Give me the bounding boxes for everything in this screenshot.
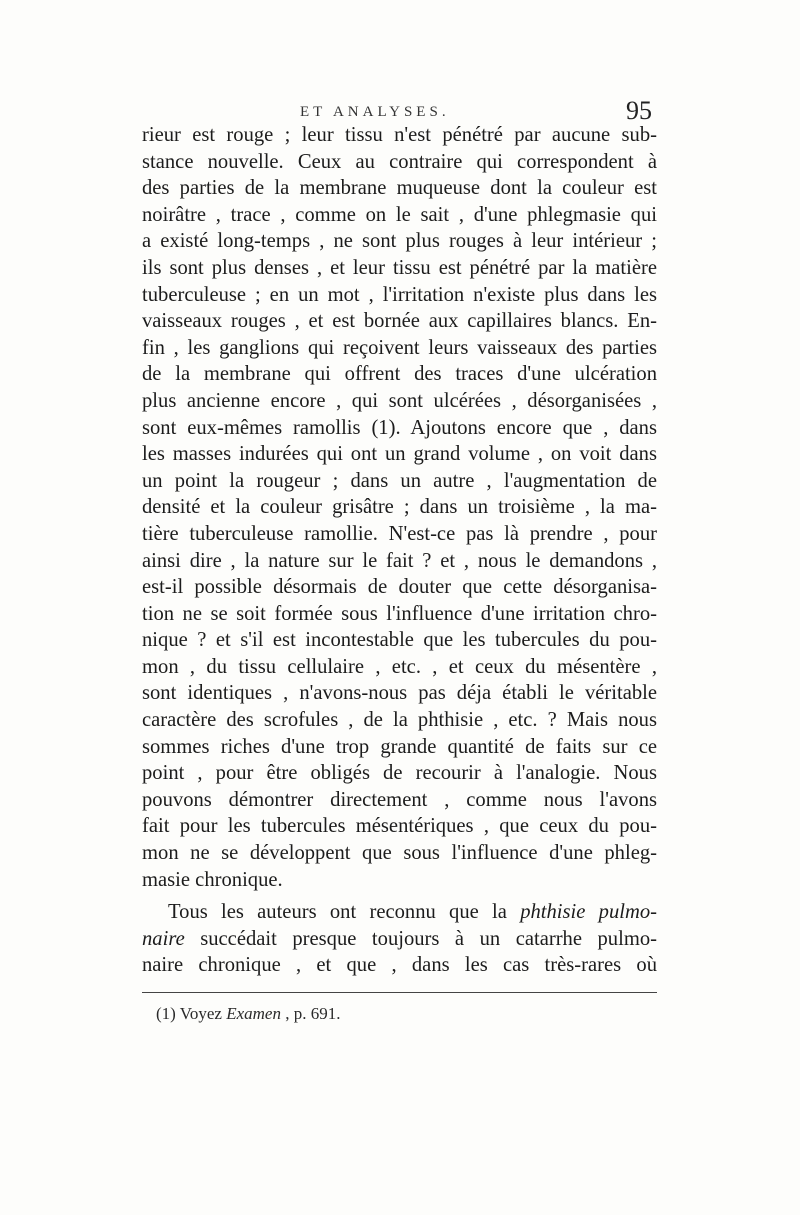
text-line: tion ne se soit formée sous l'influence d'une irritation chro-	[142, 602, 657, 625]
text-line: stance nouvelle. Ceux au contraire qui correspondent à	[142, 150, 657, 173]
text-line: sommes riches d'une trop grande quantité de faits sur ce	[142, 735, 657, 758]
text-line: naire succédait presque toujours à un catarrhe pulmo-	[142, 927, 657, 950]
text-line: mon , du tissu cellulaire , etc. , et ceux du mésentère ,	[142, 655, 657, 678]
text-line: tuberculeuse ; en un mot , l'irritation n'existe plus dans les	[142, 283, 657, 306]
text-line: de la membrane qui offrent des traces d'une ulcération	[142, 363, 657, 386]
text-line: densité et la couleur grisâtre ; dans un troisième , la ma-	[142, 496, 657, 519]
text-line: plus ancienne encore , qui sont ulcérées , désorganisées ,	[142, 389, 657, 412]
text-line: ainsi dire , la nature sur le fait ? et , nous le demandons ,	[142, 549, 657, 572]
text-line: tière tuberculeuse ramollie. N'est-ce pas là prendre , pour	[142, 522, 657, 545]
text-line: vaisseaux rouges , et est bornée aux capillaires blancs. En-	[142, 310, 657, 333]
text-line: caractère des scrofules , de la phthisie , etc. ? Mais nous	[142, 709, 657, 732]
italic-term: naire	[142, 927, 185, 950]
text-line: rieur est rouge ; leur tissu n'est pénétré par aucune sub-	[142, 124, 657, 146]
footnote: (1) Voyez Examen , p. 691.	[156, 1004, 341, 1023]
text-line: fin , les ganglions qui reçoivent leurs vaisseaux des parties	[142, 336, 657, 359]
footnote-italic: Examen	[226, 1004, 281, 1023]
italic-term: phthisie pulmo-	[520, 901, 657, 924]
text-line: point , pour être obligés de recourir à l'analogie. Nous	[142, 762, 657, 785]
text-line: fait pour les tubercules mésentériques , que ceux du pou-	[142, 815, 657, 838]
text-line: un point la rougeur ; dans un autre , l'augmentation de	[142, 469, 657, 492]
text-line: pouvons démontrer directement , comme nous l'avons	[142, 788, 657, 811]
text-line: noirâtre , trace , comme on le sait , d'une phlegmasie qui	[142, 203, 657, 226]
text-line: ils sont plus denses , et leur tissu est pénétré par la matière	[142, 256, 657, 279]
body-text	[142, 122, 657, 979]
running-title: ET ANALYSES.	[300, 104, 450, 120]
text-line: des parties de la membrane muqueuse dont la couleur est	[142, 177, 657, 200]
text-line: sont eux-mêmes ramollis (1). Ajoutons encore que , dans	[142, 416, 657, 439]
text-line: les masses indurées qui ont un grand volume , on voit dans	[142, 443, 657, 466]
text-line: sont identiques , n'avons-nous pas déja établi le véritable	[142, 682, 657, 705]
text-line: a existé long-temps , ne sont plus rouges à leur intérieur ;	[142, 230, 657, 253]
text-line: nique ? et s'il est incontestable que les tubercules du pou-	[142, 629, 657, 652]
text-line: mon ne se développent que sous l'influence d'une phleg-	[142, 842, 657, 865]
text-line: est-il possible désormais de douter que cette désorganisa-	[142, 576, 657, 599]
page-number: 95	[626, 96, 652, 125]
paragraph-2	[142, 899, 657, 979]
footnote-rule	[142, 992, 657, 993]
text-line: Tous les auteurs ont reconnu que la phthisie pulmo-	[168, 901, 657, 924]
text-line: masie chronique.	[142, 868, 283, 891]
paragraph-1	[142, 122, 657, 893]
text-line: naire chronique , et que , dans les cas très-rares où	[142, 954, 657, 977]
